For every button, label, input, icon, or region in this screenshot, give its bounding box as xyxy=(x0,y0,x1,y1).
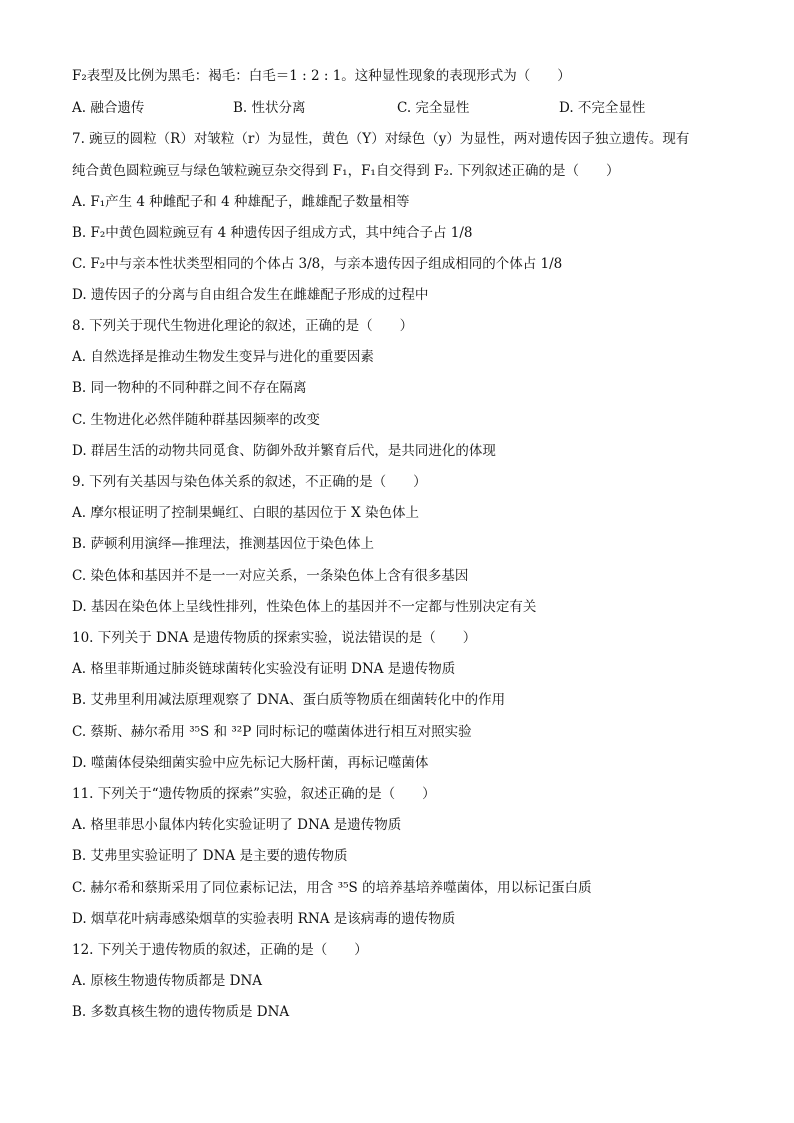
q9-option-d: D. 基因在染色体上呈线性排列，性染色体上的基因并不一定都与性别决定有关 xyxy=(72,599,537,615)
q9-option-c: C. 染色体和基因并不是一一对应关系，一条染色体上含有很多基因 xyxy=(72,568,469,584)
q7-option-d: D. 遗传因子的分离与自由组合发生在雌雄配子形成的过程中 xyxy=(72,287,429,303)
q6-option-c: C. 完全显性 xyxy=(397,100,470,116)
q8-option-c: C. 生物进化必然伴随种群基因频率的改变 xyxy=(72,412,320,428)
question-7-stem-cont: 纯合黄色圆粒豌豆与绿色皱粒豌豆杂交得到 F₁，F₁自交得到 F₂. 下列叙述正确的是（ ） xyxy=(72,163,620,179)
q7-option-c: C. F₂中与亲本性状类型相同的个体占 3/8，与亲本遗传因子组成相同的个体占 1/8 xyxy=(72,256,563,272)
question-11-stem: 11. 下列关于“遗传物质的探索”实验，叙述正确的是（ ） xyxy=(72,786,436,802)
q6-option-a: A. 融合遗传 xyxy=(72,100,145,116)
q10-option-c: C. 蔡斯、赫尔希用 ³⁵S 和 ³²P 同时标记的噬菌体进行相互对照实验 xyxy=(72,724,472,740)
question-10-stem: 10. 下列关于 DNA 是遗传物质的探索实验，说法错误的是（ ） xyxy=(72,630,477,646)
question-9-stem: 9. 下列有关基因与染色体关系的叙述，不正确的是（ ） xyxy=(72,474,427,490)
question-12-stem: 12. 下列关于遗传物质的叙述，正确的是（ ） xyxy=(72,942,368,958)
q6-option-d: D. 不完全显性 xyxy=(559,100,646,116)
q12-option-b: B. 多数真核生物的遗传物质是 DNA xyxy=(72,1004,290,1020)
q6-option-b: B. 性状分离 xyxy=(233,100,306,116)
q11-option-a: A. 格里菲思小鼠体内转化实验证明了 DNA 是遗传物质 xyxy=(72,817,402,833)
q11-option-c: C. 赫尔希和蔡斯采用了同位素标记法，用含 ³⁵S 的培养基培养噬菌体，用以标记蛋白质 xyxy=(72,880,592,896)
q11-option-b: B. 艾弗里实验证明了 DNA 是主要的遗传物质 xyxy=(72,848,348,864)
q9-option-a: A. 摩尔根证明了控制果蝇红、白眼的基因位于 X 染色体上 xyxy=(72,505,420,521)
q8-option-b: B. 同一物种的不同种群之间不存在隔离 xyxy=(72,380,307,396)
q7-option-a: A. F₁产生 4 种雌配子和 4 种雄配子，雌雄配子数量相等 xyxy=(72,194,410,210)
q12-option-a: A. 原核生物遗传物质都是 DNA xyxy=(72,973,263,989)
q10-option-b: B. 艾弗里利用减法原理观察了 DNA、蛋白质等物质在细菌转化中的作用 xyxy=(72,692,506,708)
q11-option-d: D. 烟草花叶病毒感染烟草的实验表明 RNA 是该病毒的遗传物质 xyxy=(72,911,456,927)
q8-option-a: A. 自然选择是推动生物发生变异与进化的重要因素 xyxy=(72,349,374,365)
question-8-stem: 8. 下列关于现代生物进化理论的叙述，正确的是（ ） xyxy=(72,318,414,334)
q10-option-d: D. 噬菌体侵染细菌实验中应先标记大肠杆菌，再标记噬菌体 xyxy=(72,755,429,771)
q7-option-b: B. F₂中黄色圆粒豌豆有 4 种遗传因子组成方式，其中纯合子占 1/8 xyxy=(72,225,473,241)
q8-option-d: D. 群居生活的动物共同觅食、防御外敌并繁育后代，是共同进化的体现 xyxy=(72,443,496,459)
q10-option-a: A. 格里菲斯通过肺炎链球菌转化实验没有证明 DNA 是遗传物质 xyxy=(72,661,456,677)
question-6-stem-tail: F₂表型及比例为黑毛：褐毛：白毛＝1 : 2 : 1。这种显性现象的表现形式为（ ） xyxy=(72,68,571,84)
q9-option-b: B. 萨顿利用演绎—推理法，推测基因位于染色体上 xyxy=(72,536,375,552)
question-7-stem: 7. 豌豆的圆粒（R）对皱粒（r）为显性，黄色（Y）对绿色（y）为显性，两对遗传因子独立遗传。现有 xyxy=(72,131,690,147)
